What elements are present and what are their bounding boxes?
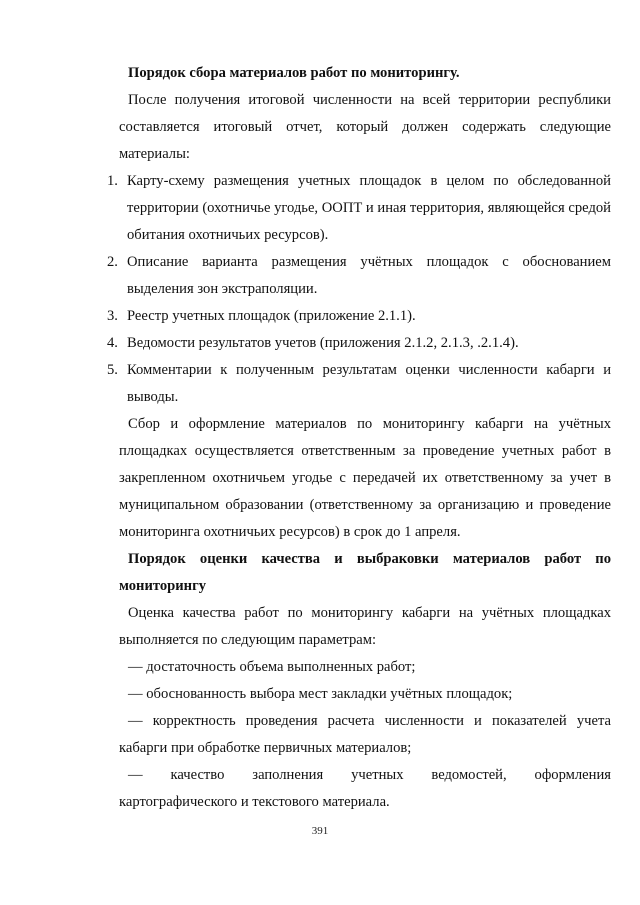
list-item xyxy=(107,303,611,330)
list-item-number: 1. xyxy=(107,173,118,189)
criterion-item: — достаточность объема выполненных работ; xyxy=(128,659,416,675)
page-number: 391 xyxy=(311,825,329,837)
list-item-number: 2. xyxy=(107,254,118,270)
criterion-item-last-line2: картографического и текстового материала. xyxy=(119,794,390,810)
list-item xyxy=(107,330,611,357)
criterion-item: — корректность проведения расчета численности и показателей учета кабарги при обработке первичных материалов; xyxy=(119,713,611,756)
section-heading-quality: Порядок оценки качества и выбраковки материалов работ по мониторингу xyxy=(119,551,611,594)
list-item-number: 3. xyxy=(107,308,118,324)
list-item xyxy=(107,357,611,411)
materials-list xyxy=(107,168,611,411)
list-item-text: Реестр учетных площадок (приложение 2.1.1). xyxy=(127,308,416,324)
list-item-text: Описание варианта размещения учётных площадок с обоснованием выделения зон экстраполяции. xyxy=(127,254,611,297)
quality-intro-paragraph: Оценка качества работ по мониторингу кабарги на учётных площадках выполняется по следующим параметрам: xyxy=(119,605,611,648)
list-item xyxy=(107,168,611,249)
collection-paragraph: Сбор и оформление материалов по мониторингу кабарги на учётных площадках осуществляется ответственным за проведение учетных работ в закрепленном охотничьем угодье с передачей их ответственному за учет в муниципальном образовании (ответственному за организацию и проведение мониторинга охотничьих ресурсов) в срок до 1 апреля. xyxy=(119,416,611,540)
list-item-text: Карту-схему размещения учетных площадок в целом по обследованной территории (охотничье угодье, ООПТ и иная территория, являющейся средой обитания охотничьих ресурсов). xyxy=(127,173,611,243)
page-content xyxy=(107,60,611,816)
criterion-item: — обоснованность выбора мест закладки учётных площадок; xyxy=(128,686,513,702)
list-item-text: Комментарии к полученным результатам оценки численности кабарги и выводы. xyxy=(127,362,611,405)
criterion-item-last-line1: — качество заполнения учетных ведомостей, оформления xyxy=(128,767,611,783)
list-item xyxy=(107,249,611,303)
intro-paragraph: После получения итоговой численности на всей территории республики составляется итоговый отчет, который должен содержать следующие материалы: xyxy=(119,92,611,162)
list-item-text: Ведомости результатов учетов (приложения 2.1.2, 2.1.3, .2.1.4). xyxy=(127,335,519,351)
list-item-number: 4. xyxy=(107,335,118,351)
section-heading-collection: Порядок сбора материалов работ по мониторингу. xyxy=(128,65,460,81)
list-item-number: 5. xyxy=(107,362,118,378)
